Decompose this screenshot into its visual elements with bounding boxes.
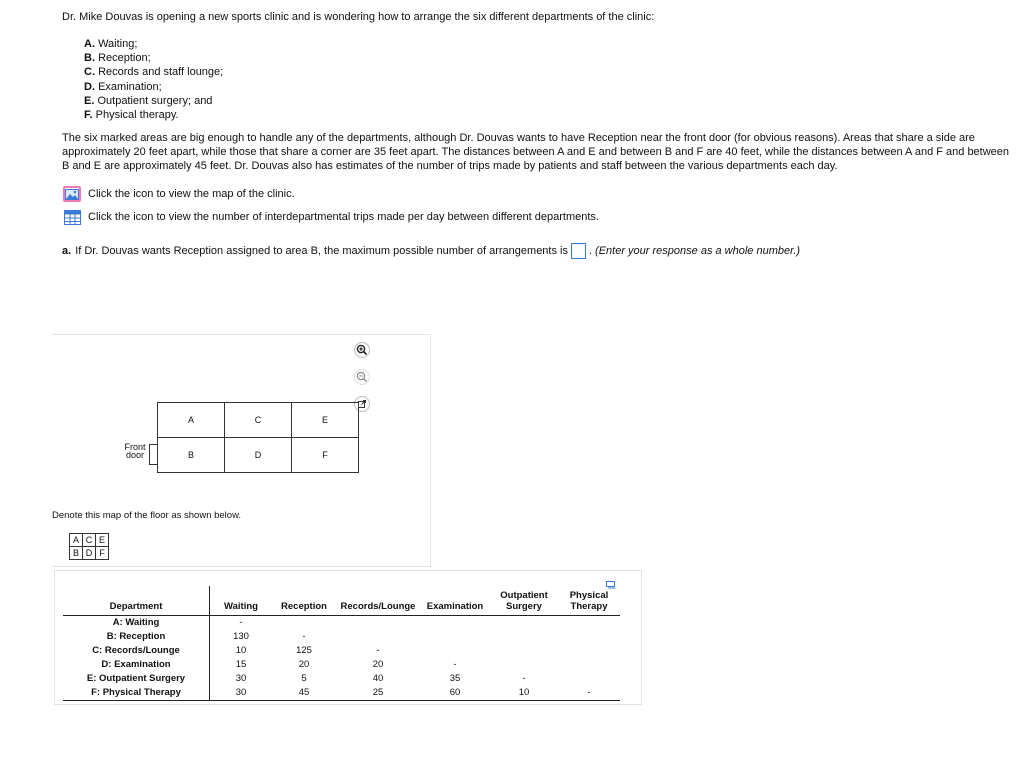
table-cell bbox=[490, 644, 558, 658]
table-cell: 20 bbox=[372, 659, 384, 670]
table-cell: - bbox=[302, 631, 306, 642]
table-cell bbox=[490, 658, 558, 672]
trips-table bbox=[63, 586, 620, 701]
problem-paragraph: The six marked areas are big enough to handle any of the departments, although Dr. Douvas wants to have Reception near the front door (for obvious reasons). Areas that share a side are approximately 20 feet apart, while those that share a corner are 35 feet apart. The distances between A and E and between B and F are 40 feet, while the distances between A and F and between B and E are approximately 45 feet. Dr. Douvas also has estimates of the number of trips made by patients and staff between the various departments each day. bbox=[62, 132, 1010, 173]
col-header: Examination bbox=[420, 586, 490, 616]
table-row bbox=[63, 686, 620, 701]
table-row bbox=[63, 644, 620, 658]
question-label: a. bbox=[62, 245, 72, 257]
map-cell-a: A bbox=[158, 403, 225, 438]
table-cell: 5 bbox=[301, 673, 307, 684]
table-cell: 10 bbox=[235, 645, 247, 656]
table-cell: 30 bbox=[210, 686, 273, 701]
map-cell-c: C bbox=[225, 403, 292, 438]
table-cell bbox=[420, 644, 490, 658]
table-cell bbox=[336, 630, 420, 644]
col-header: Records/Lounge bbox=[336, 586, 420, 616]
mini-map bbox=[69, 533, 109, 560]
col-header: Physical Therapy bbox=[558, 586, 620, 616]
department-list bbox=[84, 37, 223, 122]
table-cell: - bbox=[453, 659, 457, 670]
trips-link-row bbox=[62, 208, 599, 226]
map-cell-b: B bbox=[158, 438, 225, 473]
mini-cell-f: F bbox=[96, 547, 109, 560]
table-cell bbox=[558, 672, 620, 686]
col-header: Outpatient Surgery bbox=[490, 586, 558, 616]
row-label: C: Records/Lounge bbox=[63, 644, 210, 658]
table-cell: 10 bbox=[490, 686, 558, 701]
floor-map bbox=[157, 402, 359, 473]
row-label: D: Examination bbox=[63, 658, 210, 672]
table-row bbox=[63, 672, 620, 686]
zoom-out-icon[interactable] bbox=[353, 368, 371, 386]
table-cell bbox=[272, 616, 336, 631]
intro-text: Dr. Mike Douvas is opening a new sports clinic and is wondering how to arrange the six different departments of the clinic: bbox=[62, 11, 655, 23]
row-label: E: Outpatient Surgery bbox=[63, 672, 210, 686]
map-cell-d: D bbox=[225, 438, 292, 473]
table-cell bbox=[558, 616, 620, 631]
table-cell: 130 bbox=[233, 631, 249, 642]
col-header: Department bbox=[63, 586, 210, 616]
table-row bbox=[63, 630, 620, 644]
table-cell bbox=[420, 616, 490, 631]
list-item: B. Reception; bbox=[84, 52, 151, 65]
table-cell: - bbox=[522, 673, 526, 684]
table-cell: - bbox=[376, 645, 380, 656]
mini-cell-a: A bbox=[70, 534, 83, 547]
list-item: C. Records and staff lounge; bbox=[84, 66, 224, 79]
table-cell: - bbox=[558, 686, 620, 701]
table-cell: 40 bbox=[372, 673, 384, 684]
question-a bbox=[62, 243, 800, 259]
mini-cell-b: B bbox=[70, 547, 83, 560]
table-row bbox=[63, 616, 620, 631]
table-cell bbox=[558, 658, 620, 672]
table-cell bbox=[420, 630, 490, 644]
list-item: A. Waiting; bbox=[84, 38, 138, 50]
table-cell bbox=[490, 630, 558, 644]
map-link-text[interactable]: Click the icon to view the map of the clinic. bbox=[88, 188, 295, 200]
list-item: F. Physical therapy. bbox=[84, 109, 179, 122]
mini-cell-d: D bbox=[83, 547, 96, 560]
table-cell: 60 bbox=[420, 686, 490, 701]
table-cell bbox=[558, 644, 620, 658]
question-text: If Dr. Douvas wants Reception assigned to area B, the maximum possible number of arrangements is bbox=[75, 245, 568, 257]
col-header: Waiting bbox=[210, 586, 273, 616]
table-cell bbox=[336, 616, 420, 631]
question-hint: (Enter your response as a whole number.) bbox=[595, 245, 801, 257]
table-cell bbox=[558, 630, 620, 644]
row-label: A: Waiting bbox=[63, 616, 210, 631]
table-cell: - bbox=[239, 617, 243, 628]
trips-link-text[interactable]: Click the icon to view the number of interdepartmental trips made per day between different departments. bbox=[88, 211, 599, 223]
table-header-row bbox=[63, 586, 620, 616]
table-cell: 45 bbox=[272, 686, 336, 701]
list-item: D. Examination; bbox=[84, 80, 162, 93]
table-cell: 20 bbox=[298, 659, 310, 670]
row-label: B: Reception bbox=[63, 630, 210, 644]
denote-text: Denote this map of the floor as shown below. bbox=[52, 510, 242, 521]
front-door-label: Front door bbox=[124, 442, 146, 460]
zoom-in-icon[interactable] bbox=[353, 341, 371, 359]
table-cell: 15 bbox=[235, 659, 247, 670]
list-item: E. Outpatient surgery; and bbox=[84, 94, 213, 107]
door-marker bbox=[149, 444, 157, 465]
mini-cell-e: E bbox=[96, 534, 109, 547]
table-cell: 30 bbox=[235, 673, 247, 684]
image-icon[interactable] bbox=[62, 185, 82, 203]
map-link-row bbox=[62, 185, 295, 203]
table-icon[interactable] bbox=[62, 208, 82, 226]
table-cell bbox=[490, 616, 558, 631]
answer-input[interactable] bbox=[571, 243, 586, 259]
table-cell: 25 bbox=[336, 686, 420, 701]
table-cell: 35 bbox=[449, 673, 461, 684]
period: . bbox=[588, 245, 593, 257]
mini-cell-c: C bbox=[83, 534, 96, 547]
map-cell-e: E bbox=[292, 403, 359, 438]
table-row bbox=[63, 658, 620, 672]
row-label: F: Physical Therapy bbox=[63, 686, 210, 701]
col-header: Reception bbox=[272, 586, 336, 616]
map-cell-f: F bbox=[292, 438, 359, 473]
table-cell: 125 bbox=[296, 645, 312, 656]
